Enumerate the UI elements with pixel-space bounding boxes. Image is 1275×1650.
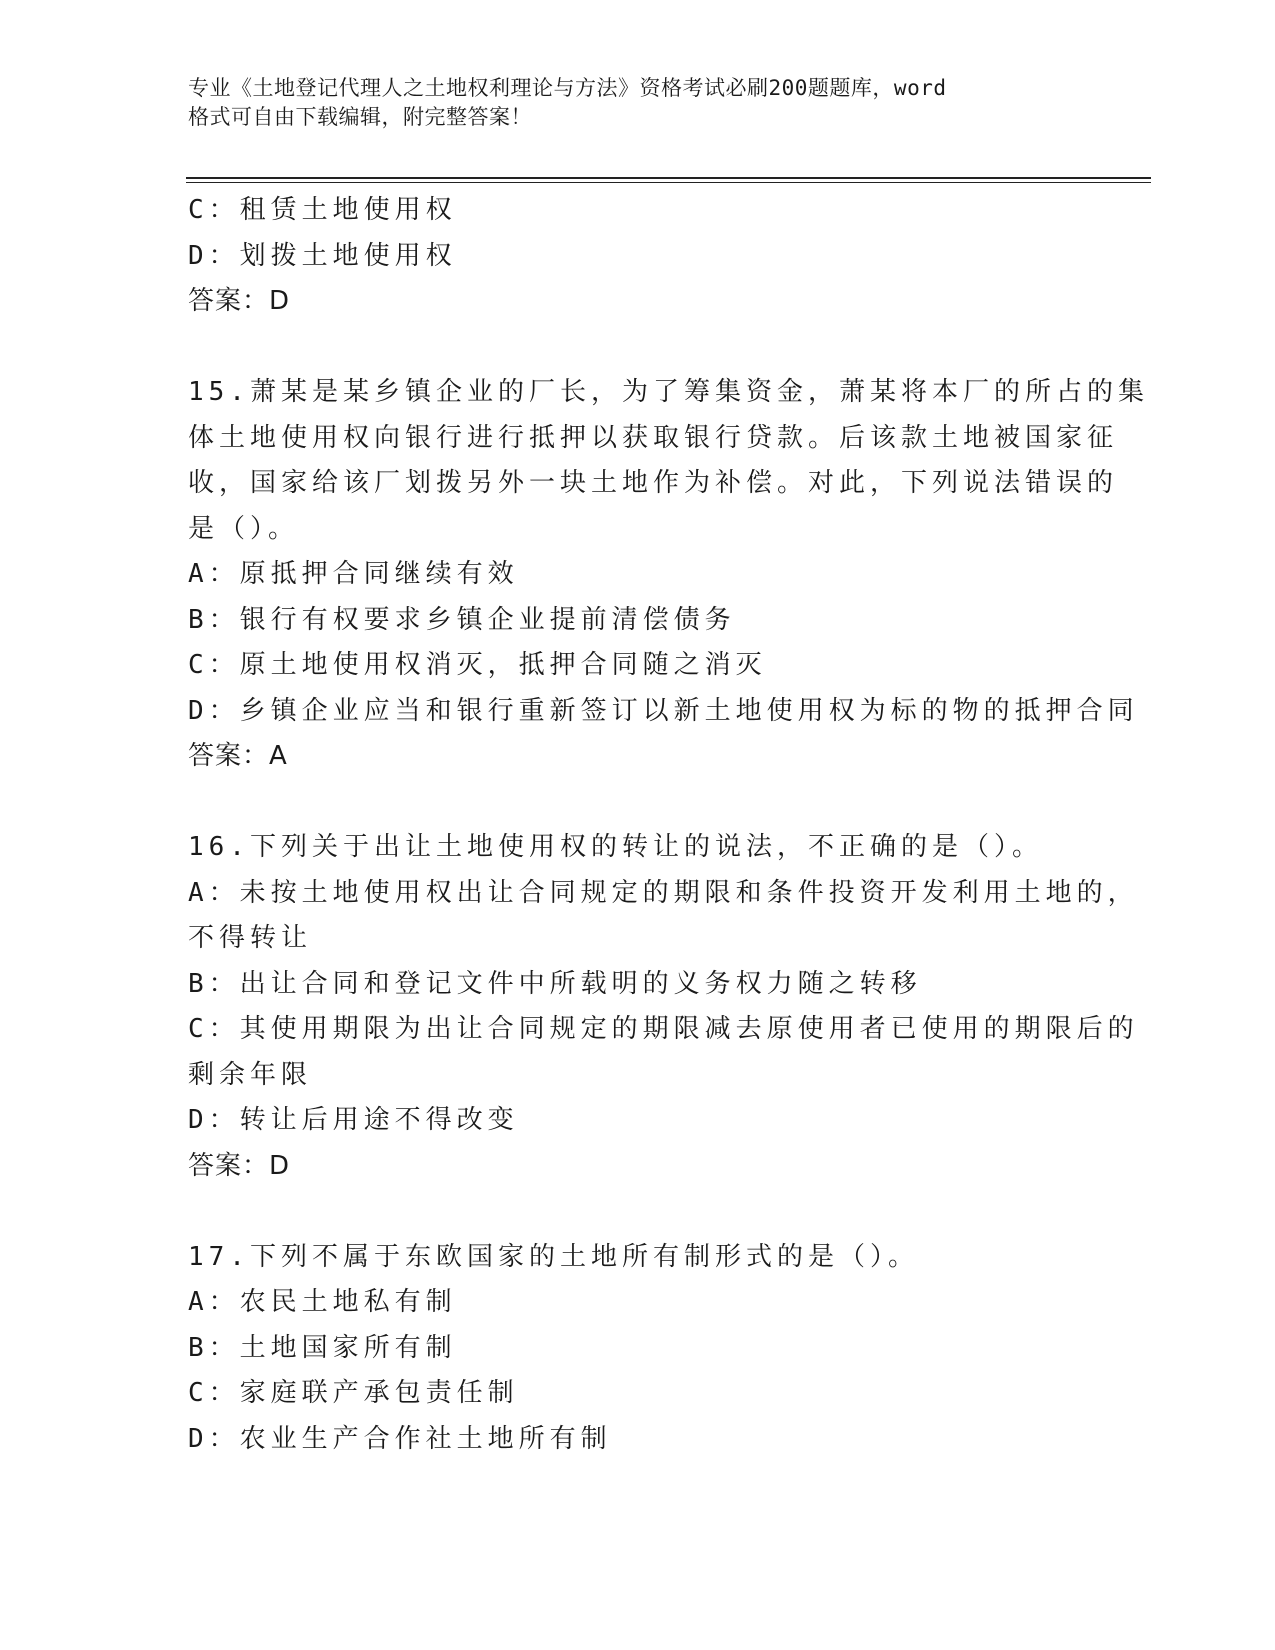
q16-option-a-line-2: 不得转让	[188, 923, 313, 953]
q15-stem-line-4: 是（）。	[188, 513, 300, 544]
q17-option-b: B：土地国家所有制	[188, 1332, 457, 1363]
q15-option-c: C：原土地使用权消灭，抵押合同随之消灭	[188, 650, 767, 680]
header-divider-thin	[186, 182, 1151, 183]
header-title-line-1: 专业《土地登记代理人之土地权利理论与方法》资格考试必刷200题题库，word	[188, 76, 947, 100]
q16-option-d: D：转让后用途不得改变	[188, 1105, 519, 1135]
q15-stem-line-1: 15.萧某是某乡镇企业的厂长，为了筹集资金，萧某将本厂的所占的集	[188, 377, 1149, 407]
q16-option-c-line-2: 剩余年限	[188, 1059, 313, 1090]
q15-option-a: A：原抵押合同继续有效	[188, 559, 519, 589]
q14-option-d: D：划拨土地使用权	[188, 240, 457, 271]
q16-option-a-line-1: A：未按土地使用权出让合同规定的期限和条件投资开发利用土地的，	[188, 877, 1139, 908]
question-list	[188, 188, 1149, 1462]
header-title-line-2: 格式可自由下载编辑，附完整答案！	[188, 105, 532, 129]
question-15	[188, 370, 1149, 780]
question-16	[188, 825, 1139, 1189]
q14-answer: 答案：D	[188, 286, 291, 316]
spacer	[188, 325, 1088, 371]
question-14	[188, 188, 1088, 325]
spacer	[188, 780, 1088, 826]
q16-option-c-line-1: C：其使用期限为出让合同规定的期限减去原使用者已使用的期限后的	[188, 1014, 1139, 1044]
q17-stem: 17.下列不属于东欧国家的土地所有制形式的是（）。	[188, 1241, 919, 1272]
q17-option-c: C：家庭联产承包责任制	[188, 1378, 519, 1408]
q16-stem: 16.下列关于出让土地使用权的转让的说法，不正确的是（）。	[188, 832, 1043, 862]
q15-stem-line-3: 收，国家给该厂划拨另外一块土地作为补偿。对此，下列说法错误的	[188, 468, 1119, 498]
q15-stem-line-2: 体土地使用权向银行进行抵押以获取银行贷款。后该款土地被国家征	[188, 422, 1119, 453]
q15-option-d: D：乡镇企业应当和银行重新签订以新土地使用权为标的物的抵押合同	[188, 695, 1139, 726]
q16-answer: 答案：D	[188, 1150, 291, 1181]
spacer	[188, 1189, 1088, 1235]
header-divider-thick	[186, 177, 1151, 179]
q15-option-b: B：银行有权要求乡镇企业提前清偿债务	[188, 604, 736, 635]
q16-option-b: B：出让合同和登记文件中所载明的义务权力随之转移	[188, 968, 922, 999]
q17-option-a: A：农民土地私有制	[188, 1287, 457, 1317]
q15-answer: 答案：A	[188, 741, 288, 771]
document-header	[188, 74, 1068, 132]
q14-option-c: C：租赁土地使用权	[188, 195, 457, 225]
q17-option-d: D：农业生产合作社土地所有制	[188, 1423, 612, 1454]
question-17	[188, 1235, 1088, 1463]
